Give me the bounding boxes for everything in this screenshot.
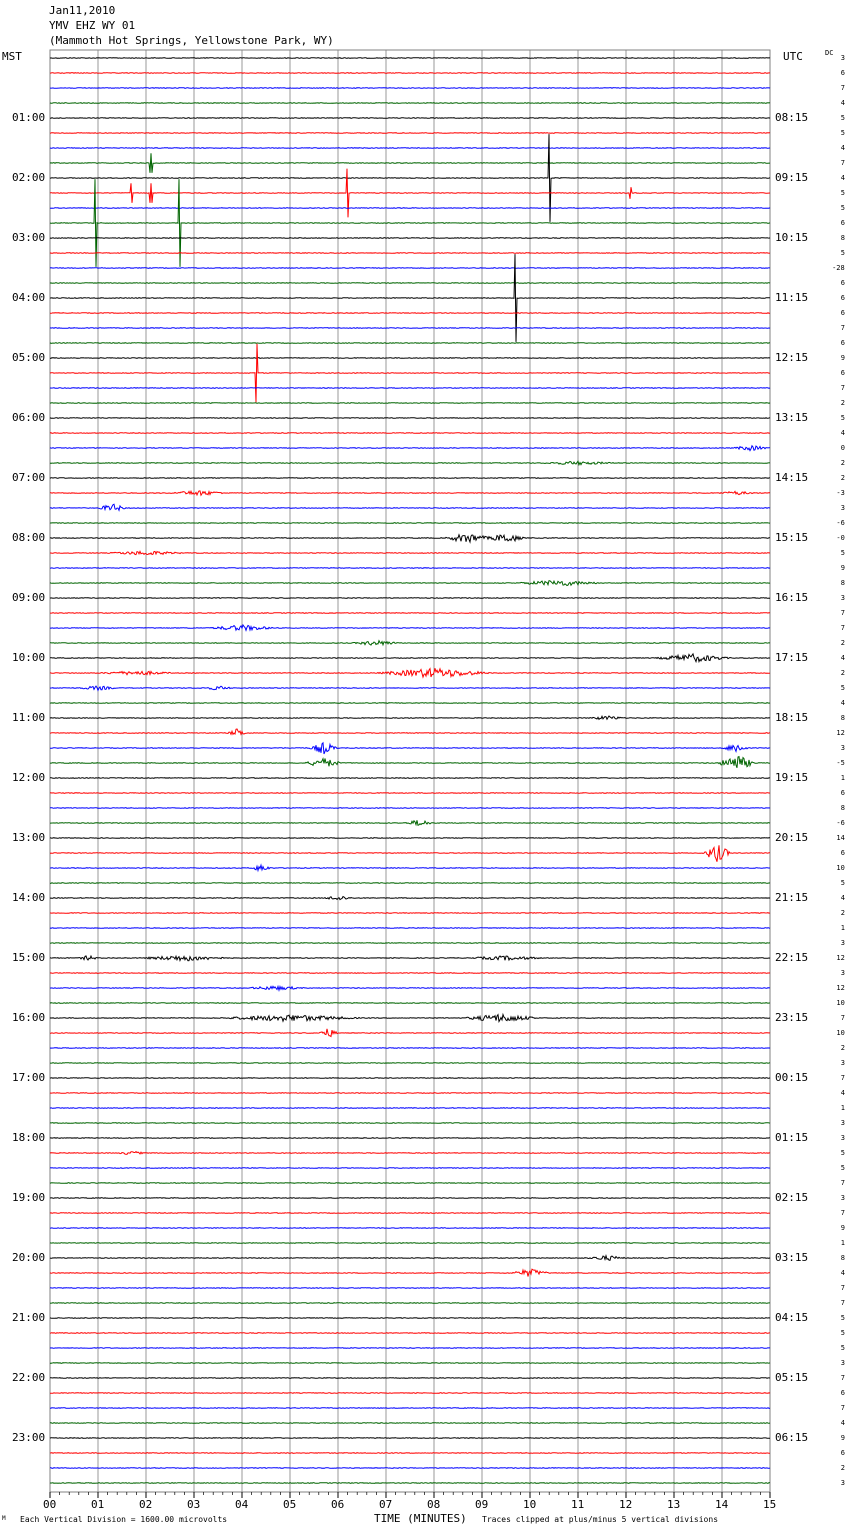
- dc-offset-label: 12: [836, 984, 845, 992]
- dc-offset-label: 4: [840, 144, 845, 152]
- corner-mark: M: [2, 1515, 6, 1522]
- dc-offset-label: 7: [840, 1374, 845, 1382]
- dc-offset-label: 7: [840, 1074, 845, 1082]
- mst-hour-label: 19:00: [12, 1191, 46, 1204]
- dc-offset-label: 7: [840, 1404, 845, 1412]
- seismic-trace-72: [50, 1123, 770, 1124]
- dc-offset-label: 2: [840, 459, 845, 467]
- seismic-trace-22: [50, 344, 770, 403]
- utc-hour-label: 03:15: [775, 1251, 809, 1264]
- seismic-trace-75: [50, 1168, 770, 1169]
- dc-offset-label: 1: [840, 924, 845, 932]
- seismic-trace-51: [50, 808, 770, 809]
- utc-hour-label: 17:15: [775, 651, 809, 664]
- seismic-trace-53: [50, 838, 770, 839]
- chart-date: Jan11,2010: [49, 4, 116, 17]
- x-tick-label: 01: [91, 1498, 105, 1511]
- dc-offset-label: 5: [840, 549, 845, 557]
- x-tick-label: 08: [427, 1498, 441, 1511]
- x-tick-label: 00: [43, 1498, 57, 1511]
- dc-offset-label: 8: [840, 804, 845, 812]
- x-tick-label: 11: [571, 1498, 585, 1511]
- x-tick-label: 15: [763, 1498, 777, 1511]
- dc-offset-label: 9: [840, 1224, 845, 1232]
- dc-offset-label: 5: [840, 249, 845, 257]
- mst-hour-label: 05:00: [12, 351, 46, 364]
- seismic-trace-18: [50, 313, 770, 314]
- seismic-trace-3: [50, 88, 770, 89]
- seismic-trace-63: [50, 986, 770, 990]
- seismic-trace-95: [50, 1468, 770, 1469]
- seismic-trace-47: [50, 743, 770, 754]
- seismic-trace-78: [50, 1213, 770, 1214]
- dc-offset-label: 6: [840, 69, 845, 77]
- mst-hour-label: 14:00: [12, 891, 46, 904]
- seismic-trace-10: [50, 169, 770, 218]
- dc-offset-label: 3: [840, 1059, 845, 1067]
- dc-offset-label: 8: [840, 714, 845, 722]
- dc-offset-label: 3: [840, 594, 845, 602]
- seismic-trace-24: [50, 403, 770, 404]
- x-tick-label: 07: [379, 1498, 393, 1511]
- dc-offset-label: 3: [840, 54, 845, 62]
- seismic-trace-83: [50, 1288, 770, 1289]
- dc-offset-label: 4: [840, 1089, 845, 1097]
- seismic-trace-73: [50, 1138, 770, 1139]
- mst-hour-label: 07:00: [12, 471, 46, 484]
- seismic-trace-88: [50, 1363, 770, 1364]
- dc-offset-label: 3: [840, 744, 845, 752]
- dc-offset-label: 3: [840, 969, 845, 977]
- dc-offset-label: 7: [840, 624, 845, 632]
- utc-hour-label: 22:15: [775, 951, 809, 964]
- dc-offset-label: 0: [840, 444, 845, 452]
- utc-hour-label: 13:15: [775, 411, 809, 424]
- dc-offset-label: 14: [836, 834, 845, 842]
- seismic-trace-65: [50, 1015, 770, 1022]
- x-axis-label: TIME (MINUTES): [374, 1512, 467, 1525]
- seismic-trace-61: [50, 956, 770, 961]
- seismic-trace-39: [50, 625, 770, 630]
- utc-hour-label: 02:15: [775, 1191, 809, 1204]
- x-tick-label: 14: [715, 1498, 729, 1511]
- seismic-trace-27: [50, 446, 770, 451]
- x-tick-label: 04: [235, 1498, 249, 1511]
- mst-hour-label: 18:00: [12, 1131, 46, 1144]
- seismic-trace-23: [50, 388, 770, 389]
- dc-offset-label: 12: [836, 954, 845, 962]
- chart-station: YMV EHZ WY 01: [49, 19, 136, 32]
- mst-hour-label: 17:00: [12, 1071, 46, 1084]
- dc-offset-label: 5: [840, 879, 845, 887]
- seismic-trace-13: [50, 238, 770, 239]
- dc-offset-label: 7: [840, 384, 845, 392]
- dc-offset-label: 5: [840, 684, 845, 692]
- seismic-trace-40: [50, 641, 770, 645]
- seismic-trace-85: [50, 1318, 770, 1319]
- dc-offset-label: 5: [840, 1329, 845, 1337]
- dc-offset-label: 3: [840, 1119, 845, 1127]
- dc-offset-label: 7: [840, 159, 845, 167]
- seismic-trace-91: [50, 1408, 770, 1409]
- mst-hour-label: 15:00: [12, 951, 46, 964]
- dc-offset-label: 4: [840, 429, 845, 437]
- seismic-trace-49: [50, 778, 770, 779]
- seismic-trace-94: [50, 1453, 770, 1454]
- seismic-trace-2: [50, 73, 770, 74]
- utc-hour-label: 14:15: [775, 471, 809, 484]
- seismic-trace-35: [50, 568, 770, 569]
- dc-offset-label: 4: [840, 174, 845, 182]
- dc-offset-label: 3: [840, 504, 845, 512]
- dc-offset-label: 8: [840, 234, 845, 242]
- dc-offset-label: 1: [840, 1239, 845, 1247]
- seismic-trace-86: [50, 1333, 770, 1334]
- dc-offset-label: 5: [840, 1164, 845, 1172]
- dc-offset-label: 6: [840, 339, 845, 347]
- utc-hour-label: 21:15: [775, 891, 809, 904]
- dc-offset-label: 4: [840, 1269, 845, 1277]
- dc-offset-label: -5: [836, 759, 845, 767]
- mst-hour-label: 21:00: [12, 1311, 46, 1324]
- dc-offset-label: 4: [840, 1419, 845, 1427]
- seismic-trace-36: [50, 581, 770, 586]
- seismic-trace-26: [50, 433, 770, 434]
- dc-offset-label: 5: [840, 414, 845, 422]
- dc-offset-label: 7: [840, 324, 845, 332]
- seismic-trace-7: [50, 148, 770, 149]
- dc-offset-label: 7: [840, 1179, 845, 1187]
- dc-offset-label: 7: [840, 609, 845, 617]
- utc-hour-label: 08:15: [775, 111, 809, 124]
- dc-offset-label: 5: [840, 1344, 845, 1352]
- dc-offset-label: 10: [836, 1029, 845, 1037]
- utc-hour-label: 23:15: [775, 1011, 809, 1024]
- dc-offset-label: 5: [840, 1149, 845, 1157]
- dc-offset-label: 6: [840, 279, 845, 287]
- mst-hour-label: 08:00: [12, 531, 46, 544]
- seismic-trace-4: [50, 103, 770, 104]
- dc-offset-label: 4: [840, 654, 845, 662]
- x-tick-label: 02: [139, 1498, 153, 1511]
- seismic-trace-89: [50, 1378, 770, 1379]
- seismic-trace-87: [50, 1348, 770, 1349]
- dc-offset-label: -3: [836, 489, 845, 497]
- scale-note: Each Vertical Division = 1600.00 microvolts: [20, 1515, 228, 1524]
- seismic-trace-14: [50, 253, 770, 254]
- seismic-trace-92: [50, 1423, 770, 1424]
- seismic-trace-6: [50, 133, 770, 134]
- seismic-trace-81: [50, 1256, 770, 1261]
- seismic-trace-70: [50, 1093, 770, 1094]
- seismic-trace-29: [50, 478, 770, 479]
- dc-offset-label: 2: [840, 909, 845, 917]
- dc-title: DC: [825, 49, 834, 57]
- dc-offset-label: 4: [840, 99, 845, 107]
- seismic-trace-84: [50, 1303, 770, 1304]
- dc-offset-label: 3: [840, 939, 845, 947]
- seismic-trace-37: [50, 598, 770, 599]
- mst-hour-label: 06:00: [12, 411, 46, 424]
- seismic-trace-21: [50, 358, 770, 359]
- x-tick-label: 05: [283, 1498, 297, 1511]
- seismic-trace-34: [50, 551, 770, 554]
- mst-hour-label: 01:00: [12, 111, 46, 124]
- dc-offset-label: 8: [840, 1254, 845, 1262]
- dc-offset-label: 12: [836, 729, 845, 737]
- dc-offset-label: 6: [840, 1449, 845, 1457]
- seismic-trace-32: [50, 523, 770, 524]
- seismic-trace-68: [50, 1063, 770, 1064]
- utc-hour-label: 19:15: [775, 771, 809, 784]
- utc-hour-label: 09:15: [775, 171, 809, 184]
- mst-hour-label: 03:00: [12, 231, 46, 244]
- dc-offset-label: 6: [840, 1389, 845, 1397]
- dc-offset-label: 5: [840, 129, 845, 137]
- seismic-trace-57: [50, 897, 770, 900]
- seismic-trace-38: [50, 613, 770, 614]
- mst-hour-label: 20:00: [12, 1251, 46, 1264]
- seismic-trace-58: [50, 913, 770, 914]
- dc-offset-label: 2: [840, 669, 845, 677]
- mst-hour-label: 22:00: [12, 1371, 46, 1384]
- dc-offset-label: 9: [840, 354, 845, 362]
- dc-offset-label: 7: [840, 1014, 845, 1022]
- dc-offset-label: 6: [840, 789, 845, 797]
- dc-offset-label: 4: [840, 699, 845, 707]
- dc-offset-label: 5: [840, 204, 845, 212]
- mst-hour-label: 12:00: [12, 771, 46, 784]
- dc-offset-label: 2: [840, 1464, 845, 1472]
- seismic-trace-82: [50, 1269, 770, 1276]
- mst-hour-label: 16:00: [12, 1011, 46, 1024]
- dc-offset-label: 9: [840, 1434, 845, 1442]
- dc-offset-label: 6: [840, 369, 845, 377]
- seismic-trace-44: [50, 703, 770, 704]
- mst-hour-label: 09:00: [12, 591, 46, 604]
- seismic-trace-93: [50, 1438, 770, 1439]
- mst-hour-label: 02:00: [12, 171, 46, 184]
- utc-hour-label: 10:15: [775, 231, 809, 244]
- seismic-trace-50: [50, 793, 770, 794]
- seismic-trace-67: [50, 1048, 770, 1049]
- seismic-trace-8: [50, 153, 770, 173]
- seismic-trace-33: [50, 535, 770, 542]
- utc-hour-label: 00:15: [775, 1071, 809, 1084]
- seismic-trace-15: [50, 268, 770, 269]
- mst-hour-label: 23:00: [12, 1431, 46, 1444]
- seismic-trace-62: [50, 973, 770, 974]
- dc-offset-label: 2: [840, 639, 845, 647]
- utc-hour-label: 04:15: [775, 1311, 809, 1324]
- dc-offset-label: 3: [840, 1134, 845, 1142]
- dc-offset-label: -0: [836, 534, 845, 542]
- seismic-trace-59: [50, 928, 770, 929]
- dc-offset-label: 3: [840, 1359, 845, 1367]
- seismic-trace-56: [50, 883, 770, 884]
- seismic-trace-42: [50, 668, 770, 677]
- dc-offset-label: 2: [840, 399, 845, 407]
- chart-location: (Mammoth Hot Springs, Yellowstone Park, WY): [49, 34, 334, 47]
- plot-frame: [50, 50, 770, 1492]
- dc-offset-label: 8: [840, 579, 845, 587]
- dc-offset-label: 2: [840, 474, 845, 482]
- x-tick-label: 13: [667, 1498, 681, 1511]
- utc-hour-label: 12:15: [775, 351, 809, 364]
- seismic-trace-19: [50, 328, 770, 329]
- dc-offset-label: 1: [840, 774, 845, 782]
- seismic-trace-46: [50, 729, 770, 734]
- seismic-trace-74: [50, 1152, 770, 1155]
- seismic-trace-9: [50, 134, 770, 222]
- seismic-trace-80: [50, 1243, 770, 1244]
- dc-offset-label: 6: [840, 219, 845, 227]
- seismic-trace-60: [50, 943, 770, 944]
- dc-offset-label: -6: [836, 819, 845, 827]
- dc-offset-label: 3: [840, 1194, 845, 1202]
- seismic-trace-11: [50, 208, 770, 209]
- seismic-trace-77: [50, 1198, 770, 1199]
- seismic-trace-71: [50, 1108, 770, 1109]
- utc-hour-label: 16:15: [775, 591, 809, 604]
- seismic-trace-30: [50, 491, 770, 495]
- x-tick-label: 06: [331, 1498, 345, 1511]
- seismic-trace-64: [50, 1003, 770, 1004]
- mst-hour-label: 04:00: [12, 291, 46, 304]
- seismic-trace-66: [50, 1029, 770, 1037]
- mst-hour-label: 11:00: [12, 711, 46, 724]
- mst-hour-label: 13:00: [12, 831, 46, 844]
- dc-offset-label: 3: [840, 1479, 845, 1487]
- dc-offset-label: 1: [840, 1104, 845, 1112]
- utc-hour-label: 15:15: [775, 531, 809, 544]
- dc-offset-label: 5: [840, 189, 845, 197]
- seismic-trace-25: [50, 418, 770, 419]
- dc-offset-label: 10: [836, 864, 845, 872]
- dc-offset-label: -28: [832, 264, 845, 272]
- mst-hour-label: 10:00: [12, 651, 46, 664]
- dc-offset-label: 10: [836, 999, 845, 1007]
- dc-offset-label: 6: [840, 309, 845, 317]
- seismic-trace-52: [50, 820, 770, 825]
- dc-offset-label: 7: [840, 1284, 845, 1292]
- dc-offset-label: 5: [840, 114, 845, 122]
- dc-offset-label: 4: [840, 894, 845, 902]
- dc-offset-label: 6: [840, 849, 845, 857]
- seismic-trace-48: [50, 757, 770, 768]
- seismic-trace-96: [50, 1483, 770, 1484]
- dc-offset-label: 7: [840, 1299, 845, 1307]
- utc-hour-label: 20:15: [775, 831, 809, 844]
- seismic-trace-31: [50, 504, 770, 510]
- dc-offset-label: 7: [840, 84, 845, 92]
- seismic-trace-76: [50, 1183, 770, 1184]
- dc-offset-label: 5: [840, 1314, 845, 1322]
- right-axis-title: UTC: [783, 50, 803, 63]
- left-axis-title: MST: [2, 50, 22, 63]
- utc-hour-label: 01:15: [775, 1131, 809, 1144]
- utc-hour-label: 05:15: [775, 1371, 809, 1384]
- seismic-trace-43: [50, 686, 770, 690]
- x-tick-label: 10: [523, 1498, 537, 1511]
- x-tick-label: 09: [475, 1498, 489, 1511]
- seismic-trace-79: [50, 1228, 770, 1229]
- seismic-trace-5: [50, 118, 770, 119]
- clip-note: Traces clipped at plus/minus 5 vertical divisions: [482, 1515, 719, 1524]
- seismic-trace-28: [50, 461, 770, 465]
- x-tick-label: 12: [619, 1498, 633, 1511]
- seismic-trace-90: [50, 1393, 770, 1394]
- seismic-trace-41: [50, 654, 770, 662]
- dc-offset-label: -6: [836, 519, 845, 527]
- seismic-trace-16: [50, 283, 770, 284]
- seismic-trace-69: [50, 1078, 770, 1079]
- seismic-trace-1: [50, 58, 770, 59]
- seismic-trace-54: [50, 845, 770, 861]
- utc-hour-label: 11:15: [775, 291, 809, 304]
- utc-hour-label: 18:15: [775, 711, 809, 724]
- x-tick-label: 03: [187, 1498, 201, 1511]
- dc-offset-label: 9: [840, 564, 845, 572]
- seismic-trace-20: [50, 343, 770, 344]
- dc-offset-label: 6: [840, 294, 845, 302]
- seismic-trace-55: [50, 865, 770, 870]
- seismic-trace-45: [50, 716, 770, 719]
- dc-offset-label: 2: [840, 1044, 845, 1052]
- dc-offset-label: 7: [840, 1209, 845, 1217]
- utc-hour-label: 06:15: [775, 1431, 809, 1444]
